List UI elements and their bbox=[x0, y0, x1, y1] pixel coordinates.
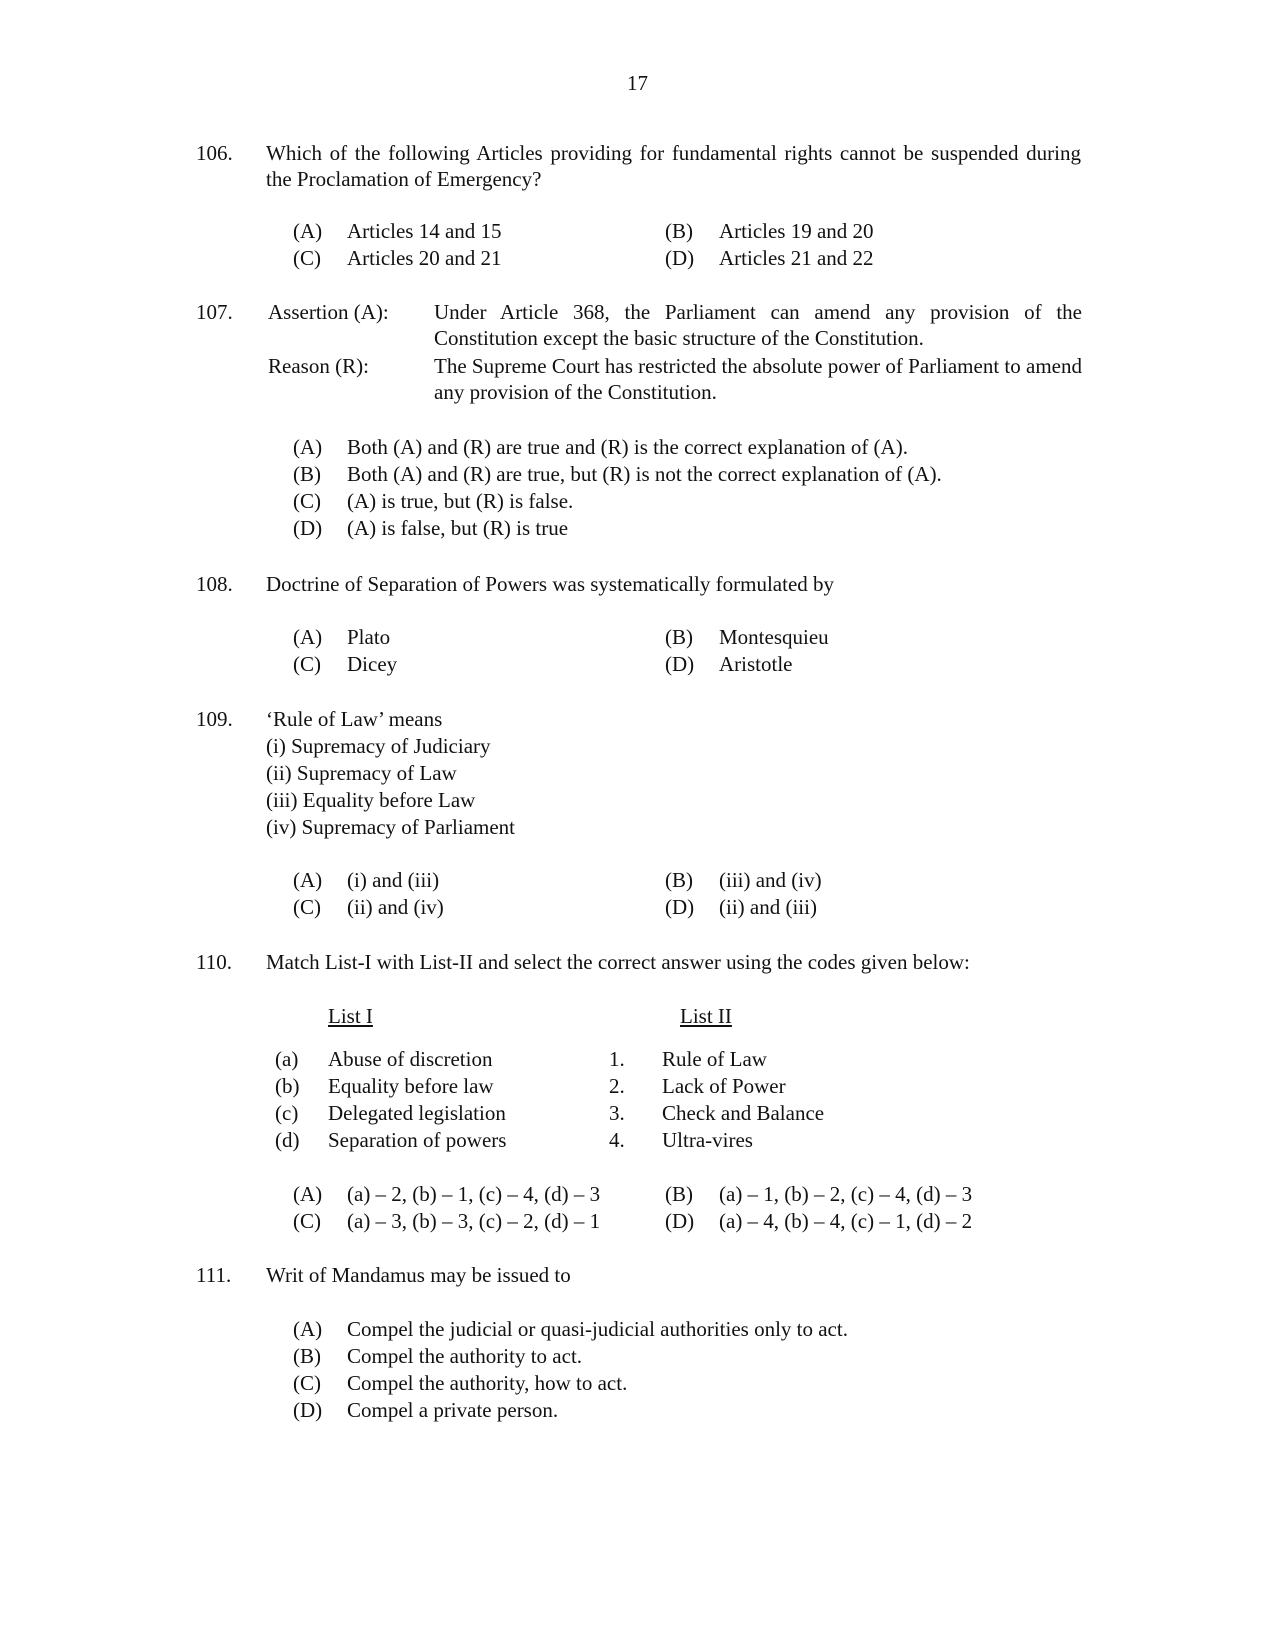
option-text: Compel the authority to act. bbox=[347, 1344, 583, 1368]
question-text: Writ of Mandamus may be issued to bbox=[266, 1263, 571, 1287]
option-label: (D) bbox=[665, 895, 695, 919]
option-label: (A) bbox=[293, 435, 323, 459]
option-label: (B) bbox=[293, 462, 321, 486]
option-text: Articles 14 and 15 bbox=[347, 219, 502, 243]
list1-label: (a) bbox=[275, 1047, 299, 1071]
option-text: Articles 20 and 21 bbox=[347, 246, 502, 270]
option-text: Articles 21 and 22 bbox=[719, 246, 874, 270]
option-label: (A) bbox=[293, 219, 323, 243]
option-label: (C) bbox=[293, 895, 321, 919]
list1-text: Equality before law bbox=[328, 1074, 494, 1098]
list2-text: Ultra-vires bbox=[662, 1128, 753, 1152]
question-number: 109. bbox=[196, 707, 233, 731]
page-number: 17 bbox=[627, 71, 648, 95]
list1-text: Delegated legislation bbox=[328, 1101, 506, 1125]
question-number: 108. bbox=[196, 572, 233, 596]
question-number: 110. bbox=[196, 950, 232, 974]
question-text: Match List-I with List-II and select the correct answer using the codes given below: bbox=[266, 950, 970, 974]
reason-text: The Supreme Court has restricted the absolute power of Parliament to amend any provision of the Constitution. bbox=[434, 354, 1082, 404]
option-text: Compel a private person. bbox=[347, 1398, 559, 1422]
option-label: (D) bbox=[665, 1209, 695, 1233]
question-number: 111. bbox=[196, 1263, 232, 1287]
list2-header: List II bbox=[680, 1004, 732, 1028]
list1-label: (b) bbox=[275, 1074, 300, 1098]
option-label: (C) bbox=[293, 246, 321, 270]
option-label: (A) bbox=[293, 868, 323, 892]
list2-text: Rule of Law bbox=[662, 1047, 767, 1071]
option-text: Aristotle bbox=[719, 652, 793, 676]
option-text: Compel the judicial or quasi-judicial authorities only to act. bbox=[347, 1317, 848, 1341]
list1-label: (c) bbox=[275, 1101, 299, 1125]
option-text: Both (A) and (R) are true, but (R) is not the correct explanation of (A). bbox=[347, 462, 942, 486]
question-text: ‘Rule of Law’ means bbox=[266, 707, 443, 731]
option-label: (B) bbox=[665, 219, 693, 243]
option-label: (D) bbox=[665, 652, 695, 676]
list1-label: (d) bbox=[275, 1128, 300, 1152]
option-label: (B) bbox=[665, 868, 693, 892]
list2-label: 4. bbox=[609, 1128, 625, 1152]
option-text: (A) is true, but (R) is false. bbox=[347, 489, 574, 513]
option-label: (B) bbox=[665, 625, 693, 649]
list2-label: 1. bbox=[609, 1047, 625, 1071]
question-number: 106. bbox=[196, 141, 233, 165]
option-label: (D) bbox=[293, 516, 323, 540]
option-label: (C) bbox=[293, 1209, 321, 1233]
option-label: (A) bbox=[293, 625, 323, 649]
option-label: (B) bbox=[293, 1344, 321, 1368]
question-number: 107. bbox=[196, 300, 233, 324]
option-text: Montesquieu bbox=[719, 625, 829, 649]
list-item: (ii) Supremacy of Law bbox=[266, 761, 457, 785]
list2-label: 2. bbox=[609, 1074, 625, 1098]
option-label: (C) bbox=[293, 652, 321, 676]
reason-label: Reason (R): bbox=[268, 354, 369, 378]
option-text: Plato bbox=[347, 625, 391, 649]
option-text: Compel the authority, how to act. bbox=[347, 1371, 628, 1395]
option-label: (D) bbox=[293, 1398, 323, 1422]
assertion-text: Under Article 368, the Parliament can amend any provision of the Constitution except the basic structure of the Constitution. bbox=[434, 300, 1082, 350]
list-item: (i) Supremacy of Judiciary bbox=[266, 734, 491, 758]
option-text: (a) – 1, (b) – 2, (c) – 4, (d) – 3 bbox=[719, 1182, 973, 1206]
question-text: Which of the following Articles providing for fundamental rights cannot be suspended during the Proclamation of Emergency? bbox=[266, 141, 1081, 191]
list-item: (iv) Supremacy of Parliament bbox=[266, 815, 516, 839]
option-text: Both (A) and (R) are true and (R) is the correct explanation of (A). bbox=[347, 435, 908, 459]
question-text: Doctrine of Separation of Powers was systematically formulated by bbox=[266, 572, 835, 596]
option-text: (ii) and (iii) bbox=[719, 895, 817, 919]
option-text: Articles 19 and 20 bbox=[719, 219, 874, 243]
list2-label: 3. bbox=[609, 1101, 625, 1125]
option-label: (D) bbox=[665, 246, 695, 270]
option-label: (C) bbox=[293, 1371, 321, 1395]
list1-text: Abuse of discretion bbox=[328, 1047, 493, 1071]
option-text: (iii) and (iv) bbox=[719, 868, 822, 892]
option-label: (C) bbox=[293, 489, 321, 513]
option-text: (a) – 4, (b) – 4, (c) – 1, (d) – 2 bbox=[719, 1209, 973, 1233]
option-text: (A) is false, but (R) is true bbox=[347, 516, 569, 540]
list2-text: Lack of Power bbox=[662, 1074, 786, 1098]
list-item: (iii) Equality before Law bbox=[266, 788, 476, 812]
option-text: (a) – 2, (b) – 1, (c) – 4, (d) – 3 bbox=[347, 1182, 601, 1206]
option-text: (i) and (iii) bbox=[347, 868, 440, 892]
option-label: (A) bbox=[293, 1182, 323, 1206]
option-label: (B) bbox=[665, 1182, 693, 1206]
option-text: Dicey bbox=[347, 652, 398, 676]
option-text: (a) – 3, (b) – 3, (c) – 2, (d) – 1 bbox=[347, 1209, 601, 1233]
list2-text: Check and Balance bbox=[662, 1101, 825, 1125]
option-text: (ii) and (iv) bbox=[347, 895, 444, 919]
option-label: (A) bbox=[293, 1317, 323, 1341]
list1-text: Separation of powers bbox=[328, 1128, 507, 1152]
list1-header: List I bbox=[328, 1004, 373, 1028]
assertion-label: Assertion (A): bbox=[268, 300, 389, 324]
